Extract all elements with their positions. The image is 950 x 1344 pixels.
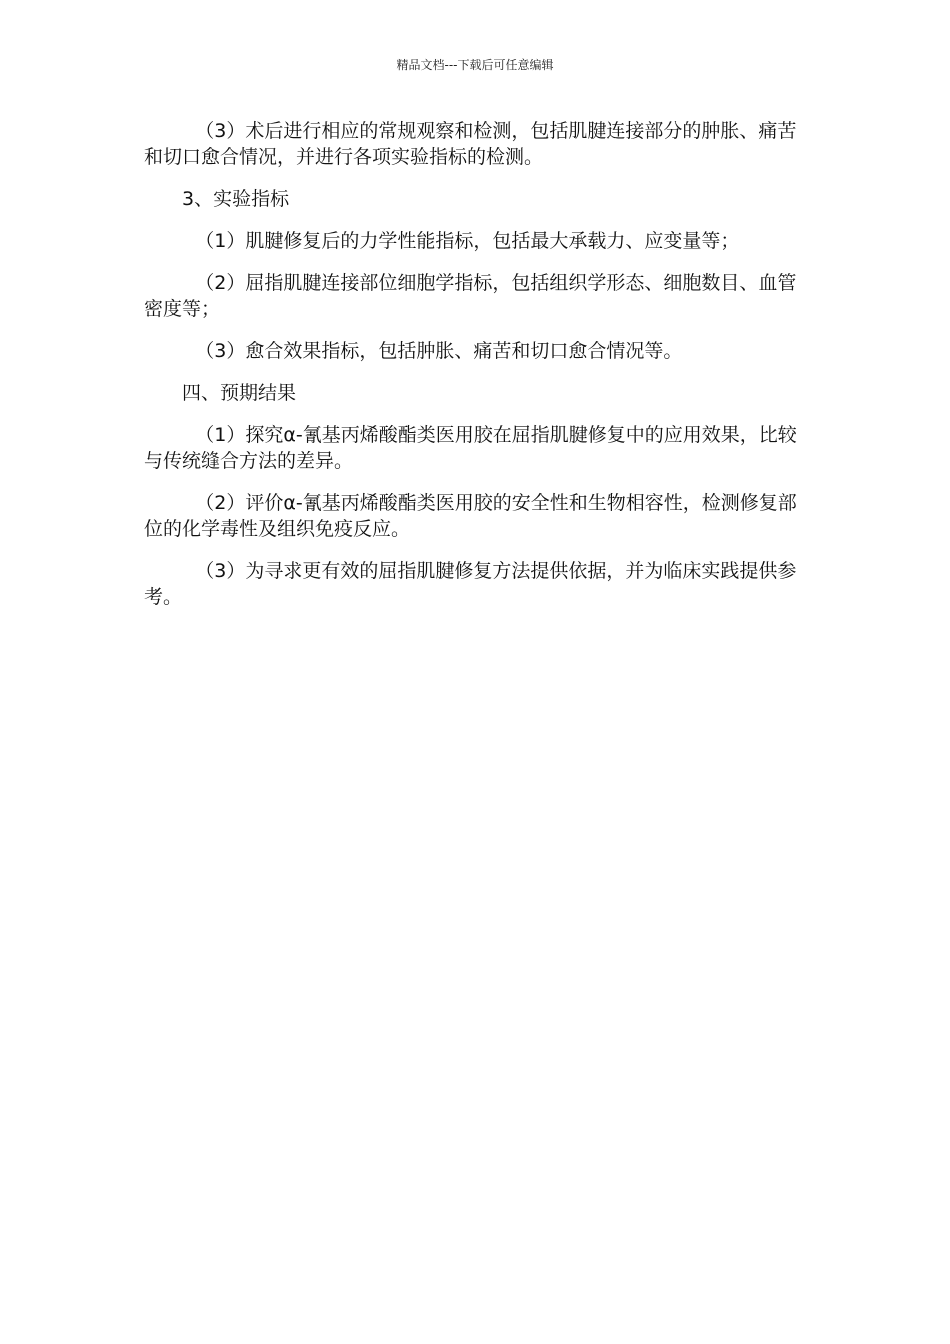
paragraph-indicator-3: （3）愈合效果指标，包括肿胀、痛苦和切口愈合情况等。 xyxy=(195,340,683,362)
section-heading-expected-results: 四、预期结果 xyxy=(182,382,297,404)
section-heading-indicators: 3、实验指标 xyxy=(182,188,290,210)
paragraph-result-2: （2）评价α-氰基丙烯酸酯类医用胶的安全性和生物相容性，检测修复部位的化学毒性及组织免疫反应。 xyxy=(144,492,797,540)
paragraph-indicator-1: （1）肌腱修复后的力学性能指标，包括最大承载力、应变量等； xyxy=(195,230,740,252)
paragraph-indicator-2: （2）屈指肌腱连接部位细胞学指标，包括组织学形态、细胞数目、血管密度等； xyxy=(144,272,797,320)
paragraph-procedure-3: （3）术后进行相应的常规观察和检测，包括肌腱连接部分的肿胀、痛苦和切口愈合情况，并进行各项实验指标的检测。 xyxy=(144,120,797,168)
paragraph-result-1: （1）探究α-氰基丙烯酸酯类医用胶在屈指肌腱修复中的应用效果，比较与传统缝合方法的差异。 xyxy=(144,424,797,472)
document-body xyxy=(144,118,808,626)
page-header: 精品文档---下载后可任意编辑 xyxy=(396,58,554,72)
paragraph-result-3: （3）为寻求更有效的屈指肌腱修复方法提供依据，并为临床实践提供参考。 xyxy=(144,560,797,608)
